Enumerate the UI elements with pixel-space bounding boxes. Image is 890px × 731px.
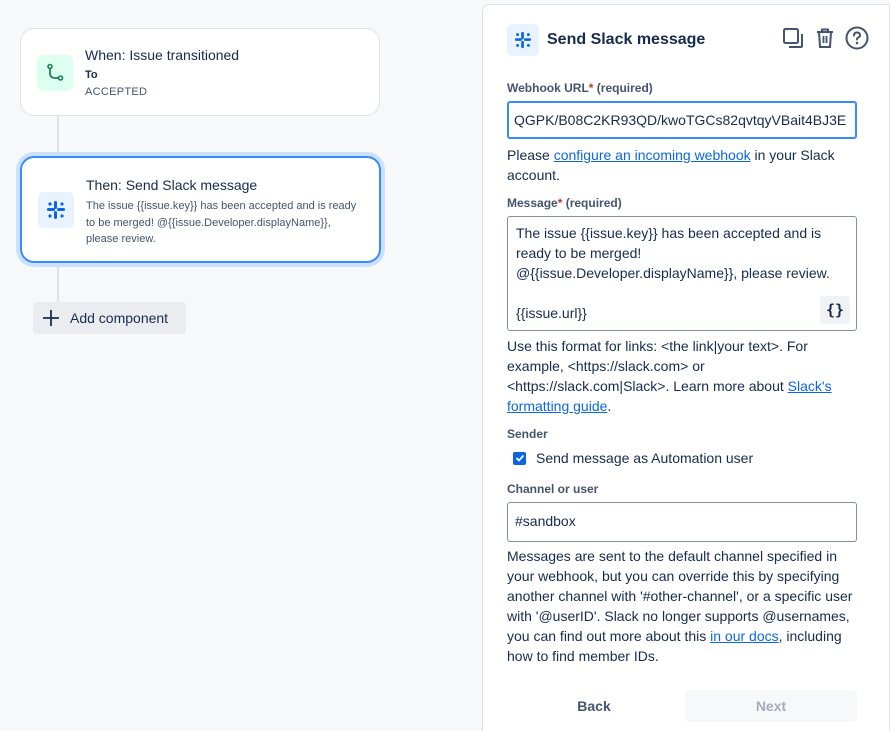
message-help-text: Use this format for links: <the link|your text>. For example, <https://slack.com> or <https://slack.com|Slack>. Learn more about — [507, 338, 808, 394]
configure-webhook-link[interactable]: configure an incoming webhook — [553, 147, 751, 163]
panel-title: Send Slack message — [547, 31, 706, 48]
message-textarea[interactable] — [507, 216, 857, 331]
message-label-text: Message — [507, 196, 558, 210]
sender-checkbox-row[interactable] — [513, 450, 753, 466]
webhook-label — [507, 81, 653, 95]
trigger-title: When: Issue transitioned — [85, 47, 240, 63]
message-help — [507, 336, 857, 416]
message-line: The issue {{issue.key}} has been accepted and is ready to be merged! — [516, 225, 822, 261]
slack-icon — [38, 192, 74, 228]
action-title: Then: Send Slack message — [86, 177, 258, 193]
slack-icon — [507, 24, 539, 56]
flow-connector — [57, 116, 59, 156]
channel-input[interactable]: #sandbox — [507, 502, 857, 542]
config-panel — [482, 4, 890, 731]
duplicate-icon[interactable] — [781, 26, 805, 50]
trigger-field-value: ACCEPTED — [85, 86, 148, 98]
panel-header — [507, 24, 869, 56]
webhook-url-input[interactable]: QGPK/B08C2KR93QD/kwoTGCs82qvtqyVBait4BJ3E — [507, 101, 857, 139]
sender-label: Sender — [507, 427, 548, 441]
add-component-button[interactable] — [33, 302, 186, 334]
channel-help — [507, 546, 857, 666]
message-label — [507, 196, 622, 210]
sender-checkbox-label: Send message as Automation user — [536, 450, 754, 466]
channel-help-text: Messages are sent to the default channel specified in your webhook, but you can override this by specifying another channel with '#other-channel', or a specific user with '@userID'. Slack no longer supports @usernames, you can find out more about this — [507, 548, 853, 644]
webhook-help — [507, 145, 857, 185]
back-button[interactable]: Back — [577, 698, 611, 714]
action-card[interactable] — [20, 156, 381, 263]
required-mark: * — [557, 196, 563, 210]
webhook-help-prefix: Please — [507, 147, 554, 163]
next-button[interactable]: Next — [685, 690, 857, 722]
help-icon[interactable] — [845, 26, 869, 50]
trigger-field-label: To — [85, 69, 98, 81]
webhook-help-suffix: in your Slack account. — [507, 147, 835, 183]
channel-label: Channel or user — [507, 482, 599, 496]
trigger-card[interactable] — [20, 28, 380, 116]
add-component-label: Add component — [70, 310, 169, 326]
branch-icon — [37, 55, 73, 91]
message-help-suffix: . — [607, 398, 612, 414]
trash-icon[interactable] — [813, 26, 837, 50]
required-text: (required) — [596, 81, 653, 95]
docs-link[interactable]: in our docs — [710, 628, 779, 644]
flow-connector — [57, 263, 59, 302]
required-text: (required) — [565, 196, 622, 210]
required-mark: * — [588, 81, 594, 95]
formatting-guide-link[interactable]: Slack's formatting guide — [507, 378, 832, 414]
webhook-label-text: Webhook URL — [507, 81, 589, 95]
sender-checkbox[interactable] — [513, 452, 526, 465]
message-line: {{issue.url}} — [516, 305, 587, 321]
channel-help-suffix: , including how to find member IDs. — [507, 628, 842, 664]
smart-value-button[interactable]: {} — [820, 296, 850, 324]
plus-icon — [42, 309, 60, 327]
action-description: The issue {{issue.key}} has been accepted and is ready to be merged! @{{issue.Developer.displayName}}, please review. — [86, 200, 357, 245]
check-icon — [515, 453, 525, 463]
message-line: @{{issue.Developer.displayName}}, please review. — [516, 265, 830, 281]
